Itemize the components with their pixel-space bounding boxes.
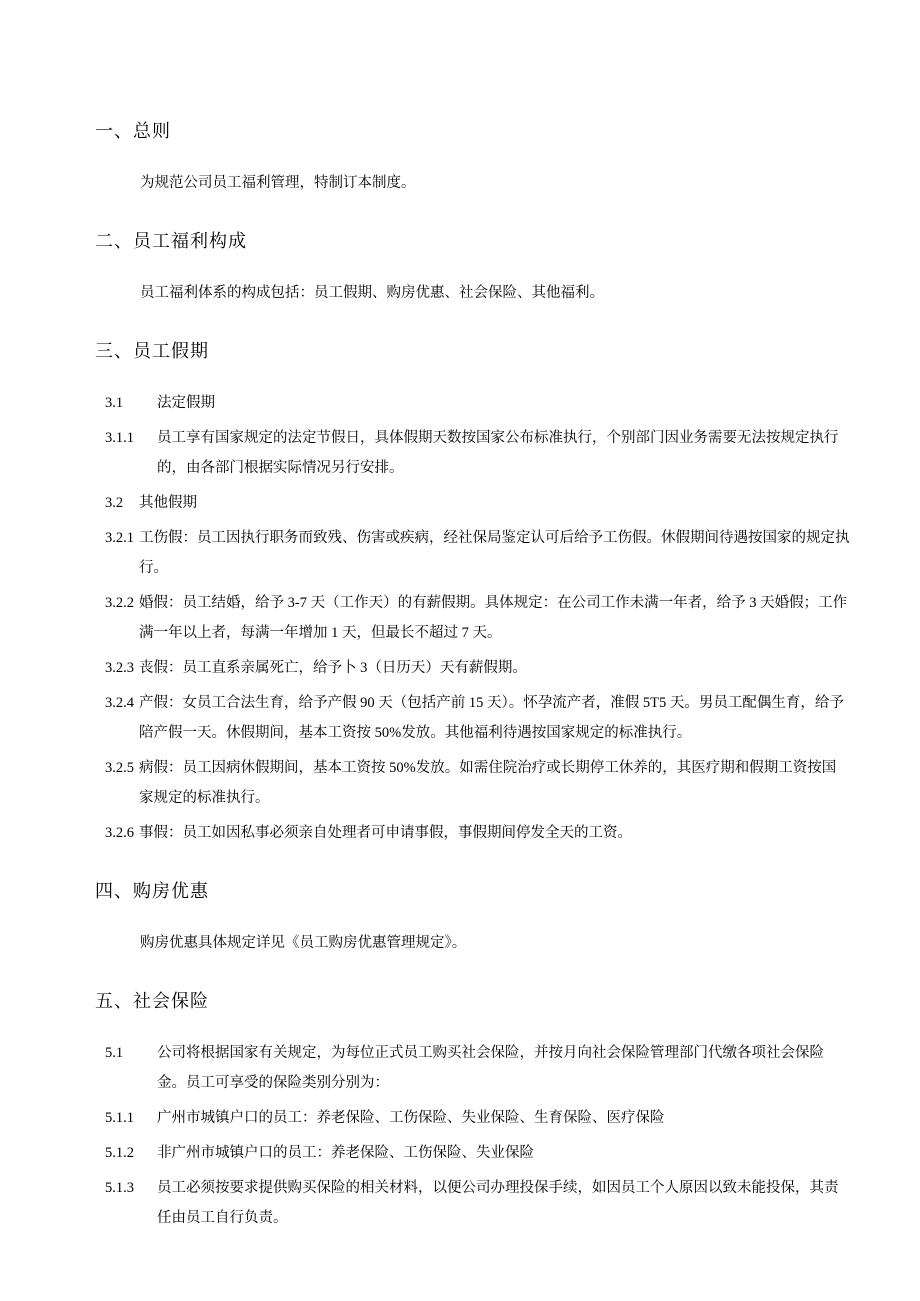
section-housing-benefit (95, 878, 850, 958)
section-heading-3: 三、员工假期 (95, 341, 209, 361)
clause-number: 3.2.2 (105, 595, 134, 611)
clause-3-1 (105, 388, 850, 418)
clause-3-2-4 (105, 688, 850, 748)
clause-number: 5.1.2 (105, 1145, 134, 1161)
section-heading-4: 四、购房优惠 (95, 881, 209, 901)
clause-number: 3.2.3 (105, 660, 134, 676)
section-employee-leave (95, 338, 850, 848)
clause-text: 广州市城镇户口的员工：养老保险、工伤保险、失业保险、生育保险、医疗保险 (157, 1110, 665, 1126)
section-heading-1: 一、总则 (95, 121, 171, 141)
clause-3-2 (105, 488, 850, 518)
clause-3-2-2 (105, 588, 850, 648)
paragraph-purpose: 为规范公司员工福利管理，特制订本制度。 (140, 175, 416, 191)
section-general-rules (95, 118, 850, 198)
clause-5-1 (105, 1038, 850, 1098)
clause-text: 公司将根据国家有关规定，为每位正式员工购买社会保险，并按月向社会保险管理部门代缴各项社会保险金。员工可享受的保险类别分别为： (157, 1045, 824, 1091)
clause-number: 3.2.5 (105, 760, 134, 776)
clause-number: 3.2.4 (105, 695, 134, 711)
clause-number: 3.2.6 (105, 825, 134, 841)
clause-text: 婚假：员工结婚，给予 3-7 天（工作天）的有薪假期。具体规定：在公司工作未满一年者，给予 3 天婚假；工作满一年以上者，每满一年增加 1 天，但最长不超过 7 天。 (139, 595, 848, 641)
clause-number: 5.1 (105, 1045, 124, 1061)
section-welfare-composition (95, 228, 850, 308)
clause-text: 工伤假：员工因执行职务而致残、伤害或疾病，经社保局鉴定认可后给予工伤假。休假期间待遇按国家的规定执行。 (139, 530, 850, 576)
clause-text: 非广州市城镇户口的员工：养老保险、工伤保险、失业保险 (157, 1145, 534, 1161)
clause-3-1-1 (105, 423, 850, 483)
paragraph-composition: 员工福利体系的构成包括：员工假期、购房优惠、社会保险、其他福利。 (140, 285, 604, 301)
clause-text: 丧假：员工直系亲属死亡，给予卜 3（日历天）天有薪假期。 (139, 660, 527, 676)
clause-3-2-5 (105, 753, 850, 813)
clause-text: 员工享有国家规定的法定节假日，具体假期天数按国家公布标准执行，个别部门因业务需要无法按规定执行的，由各部门根据实际情况另行安排。 (157, 430, 839, 476)
clause-5-1-3 (105, 1173, 850, 1233)
clause-number: 3.2.1 (105, 530, 134, 546)
clause-3-2-3 (105, 653, 850, 683)
clause-text: 其他假期 (139, 495, 197, 511)
clause-text: 法定假期 (157, 395, 215, 411)
clause-text: 病假：员工因病休假期间，基本工资按 50%发放。如需住院治疗或长期停工休养的，其医疗期和假期工资按国家规定的标准执行。 (139, 760, 837, 806)
clause-number: 5.1.1 (105, 1110, 134, 1126)
clause-3-2-1 (105, 523, 850, 583)
clause-number: 3.1 (105, 395, 124, 411)
clause-5-1-2 (105, 1138, 850, 1168)
paragraph-housing: 购房优惠具体规定详见《员工购房优惠管理规定》。 (140, 935, 467, 951)
section-heading-2: 二、员工福利构成 (95, 231, 247, 251)
clause-number: 3.1.1 (105, 430, 134, 446)
clause-number: 3.2 (105, 495, 124, 511)
clause-text: 事假：员工如因私事必须亲自处理者可申请事假，事假期间停发全天的工资。 (139, 825, 632, 841)
clause-5-1-1 (105, 1103, 850, 1133)
section-heading-5: 五、社会保险 (95, 991, 209, 1011)
clause-number: 5.1.3 (105, 1180, 134, 1196)
section-social-insurance (95, 988, 850, 1233)
clause-3-2-6 (105, 818, 850, 848)
clause-text: 员工必须按要求提供购买保险的相关材料，以便公司办理投保手续，如因员工个人原因以致未能投保，其责任由员工自行负责。 (157, 1180, 839, 1226)
clause-text: 产假：女员工合法生育，给予产假 90 天（包括产前 15 天）。怀孕流产者，准假 5T5 天。男员工配偶生育，给予陪产假一天。休假期间，基本工资按 50%发放。其他福利待遇按国家规定的标准执行。 (139, 695, 844, 741)
